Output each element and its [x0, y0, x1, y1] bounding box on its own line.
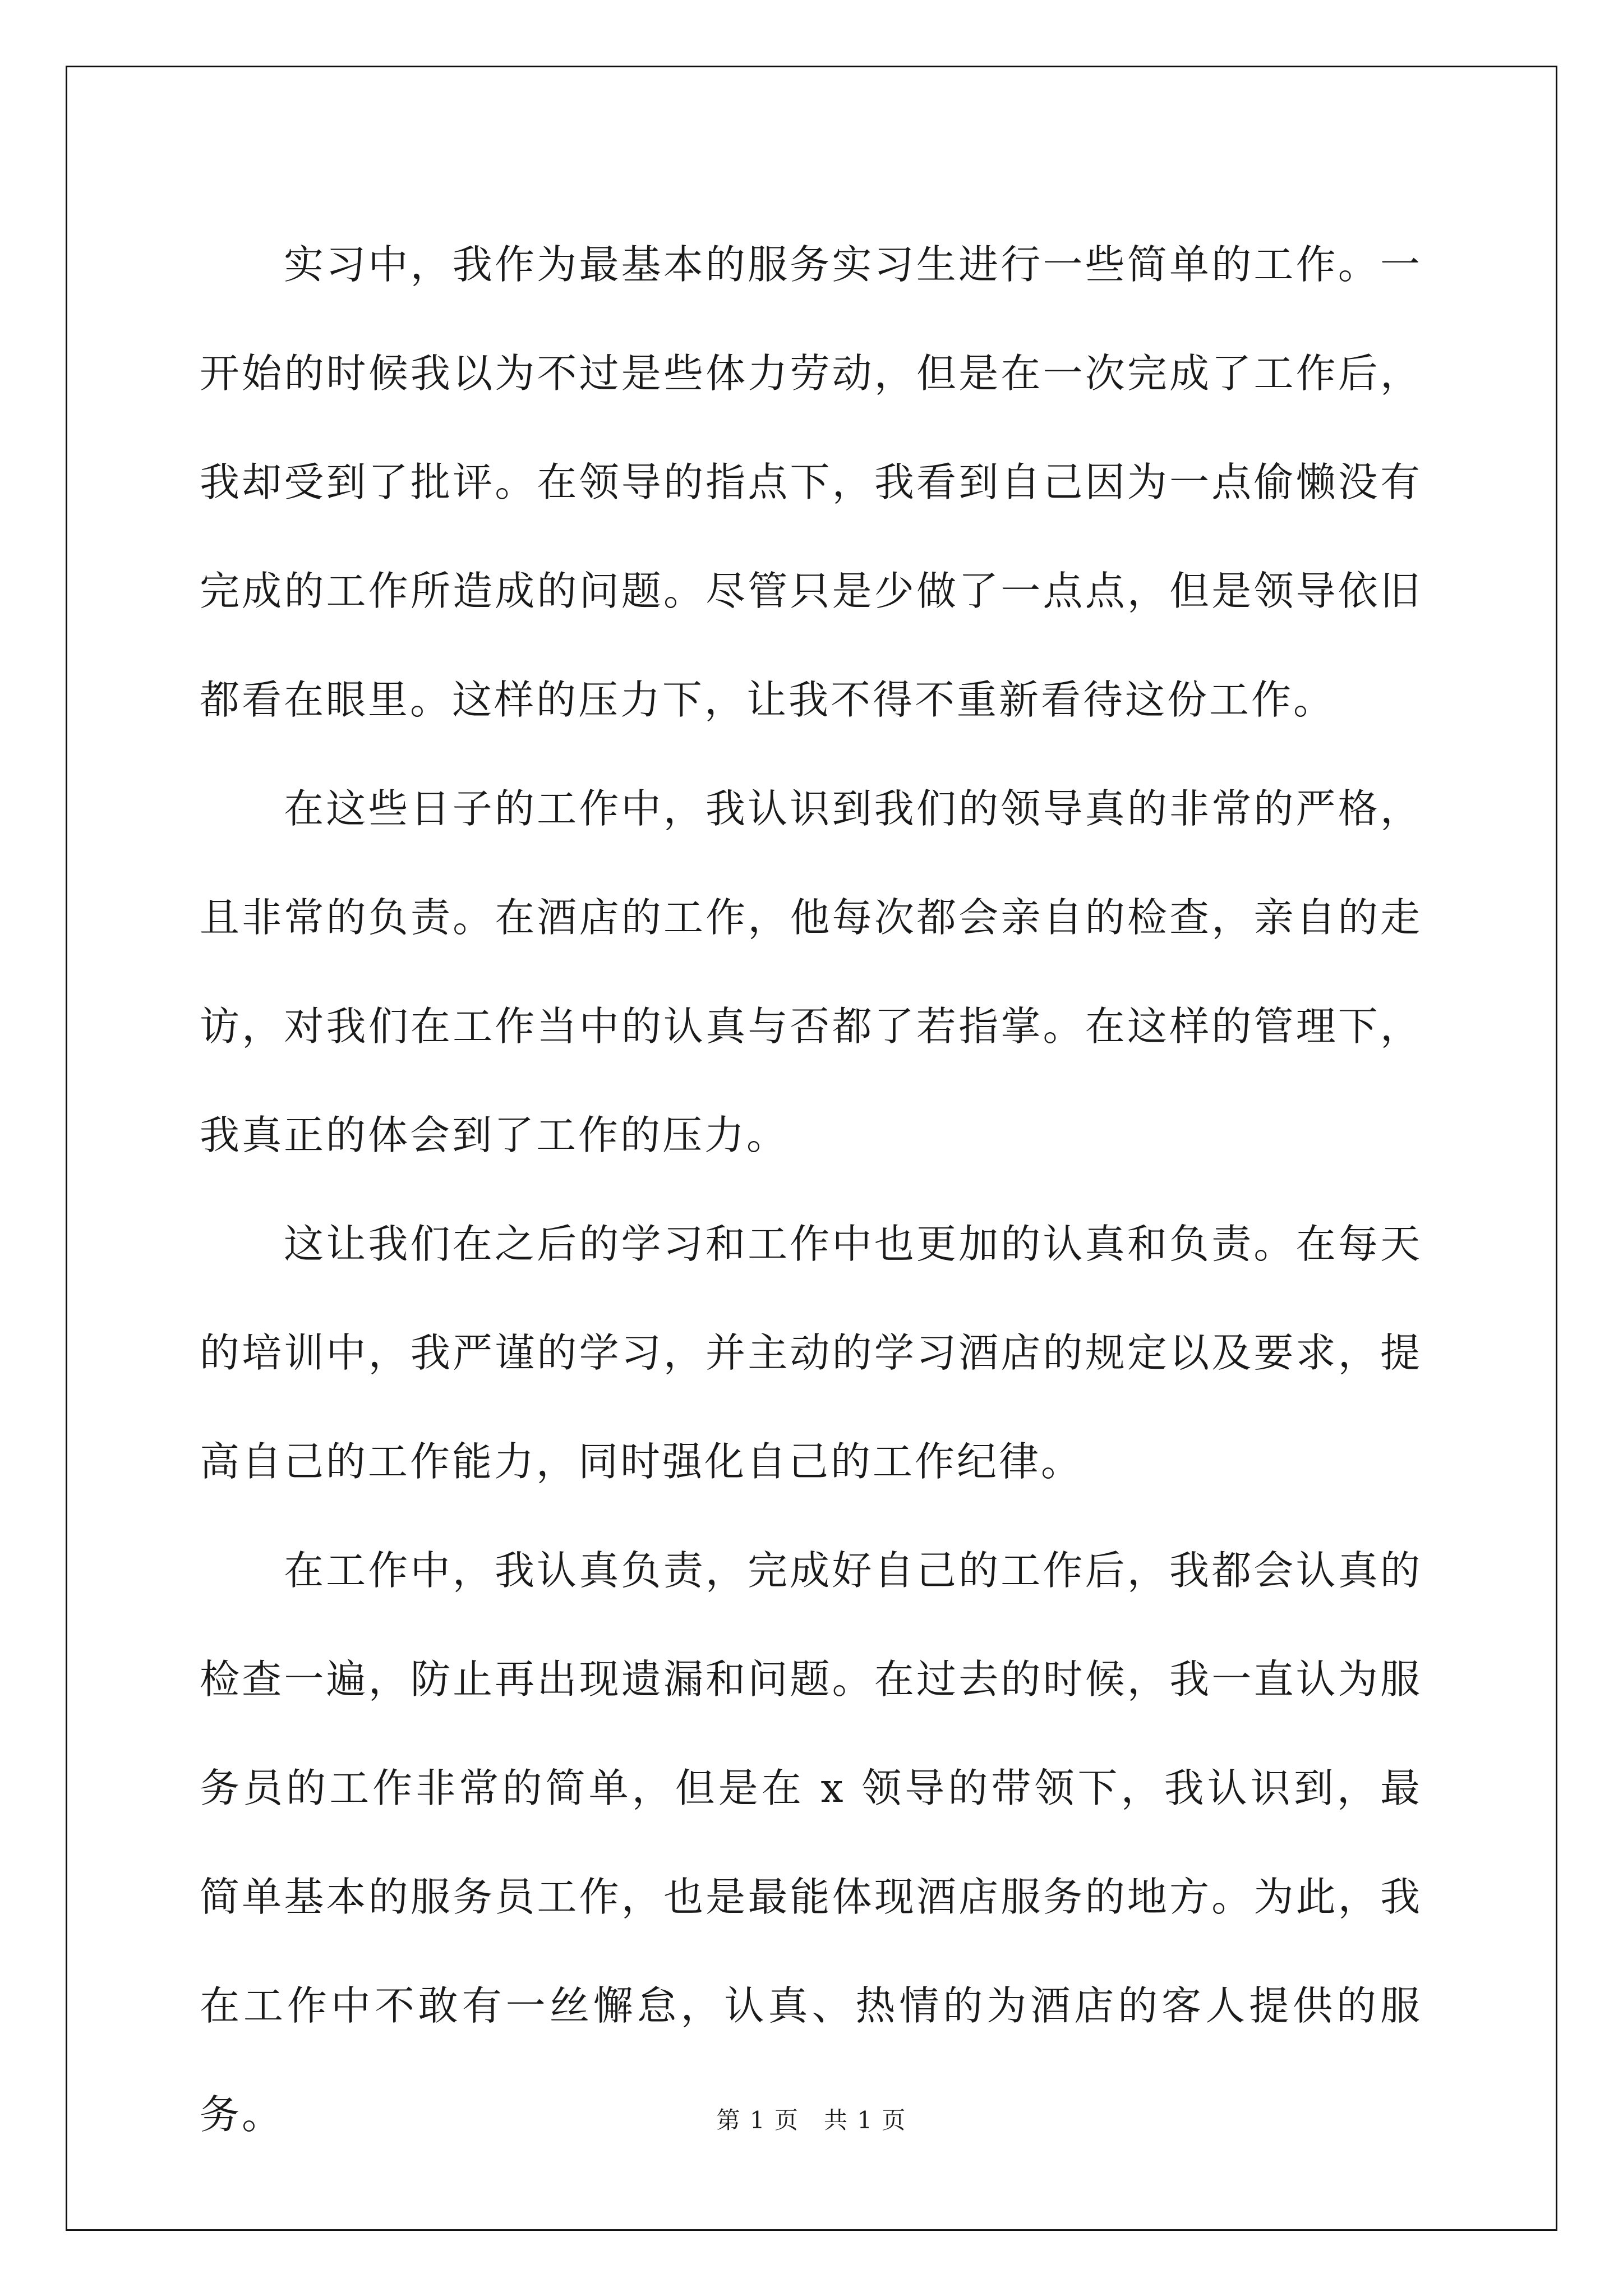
paragraph: 在这些日子的工作中，我认识到我们的领导真的非常的严格，且非常的负责。在酒店的工作，他每次都会亲自的检查，亲自的走访，对我们在工作当中的认真与否都了若指掌。在这样的管理下，我真正的体会到了工作的压力。	[200, 785, 1422, 1158]
paragraph: 在工作中，我认真负责，完成好自己的工作后，我都会认真的检查一遍，防止再出现遗漏和问题。在过去的时候，我一直认为服务员的工作非常的简单，但是在 x 领导的带领下，我认识到，最简单基本的服务员工作，也是最能体现酒店服务的地方。为此，我在工作中不敢有一丝懈怠，认真、热情的为酒店的客人提供的服务。	[200, 1547, 1422, 2138]
paragraph: 这让我们在之后的学习和工作中也更加的认真和负责。在每天的培训中，我严谨的学习，并主动的学习酒店的规定以及要求，提高自己的工作能力，同时强化自己的工作纪律。	[200, 1221, 1422, 1485]
page-footer: 第 1 页 共 1 页	[716, 2106, 907, 2134]
document-body	[200, 210, 1422, 2169]
paragraph: 实习中，我作为最基本的服务实习生进行一些简单的工作。一开始的时候我以为不过是些体力劳动，但是在一次完成了工作后，我却受到了批评。在领导的指点下，我看到自己因为一点偷懒没有完成的工作所造成的问题。尽管只是少做了一点点，但是领导依旧都看在眼里。这样的压力下，让我不得不重新看待这份工作。	[200, 241, 1422, 723]
